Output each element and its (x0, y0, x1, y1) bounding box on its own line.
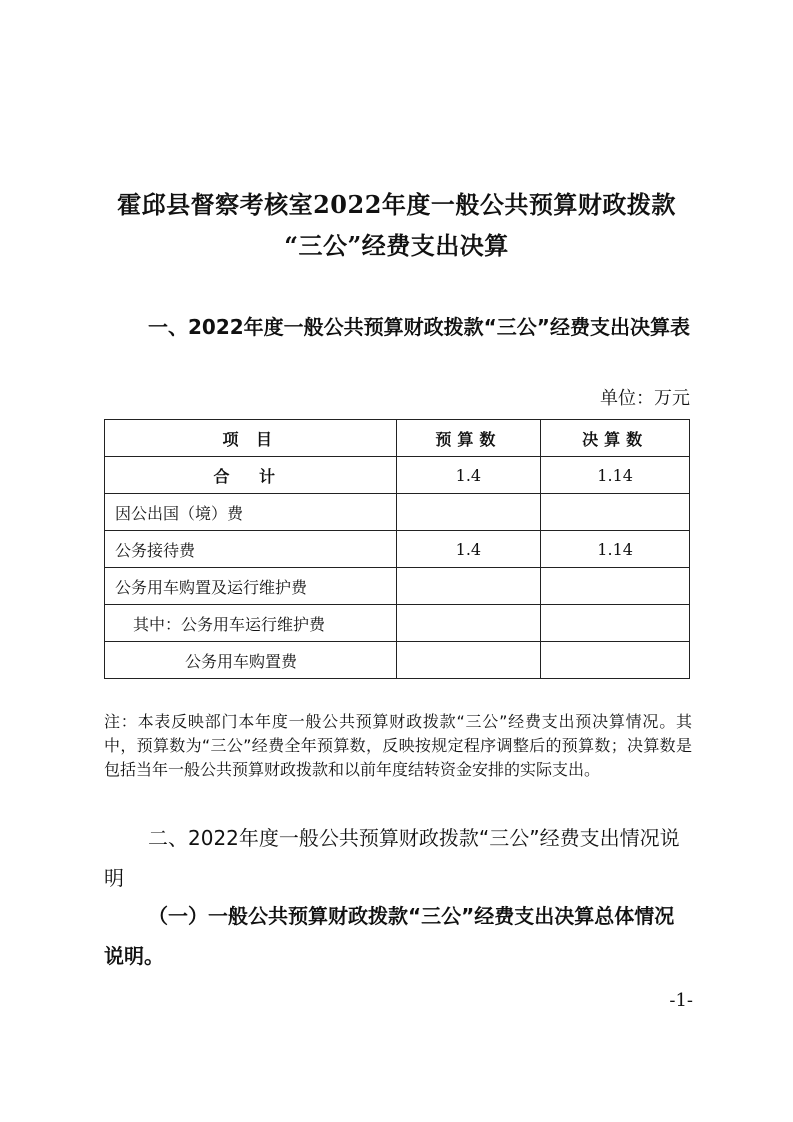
table-row-total (105, 457, 690, 494)
page-number: -1- (669, 990, 693, 1011)
document-title-line2: “三公”经费支出决算 (284, 231, 509, 260)
row-item: 公务接待费 (105, 531, 397, 568)
row-final (541, 494, 690, 531)
table-row (105, 605, 690, 642)
table-header-row (105, 420, 690, 457)
row-item: 公务用车购置及运行维护费 (105, 568, 397, 605)
row-item: 合 计 (105, 457, 397, 494)
table-row (105, 494, 690, 531)
header-budget: 预算数 (396, 420, 541, 457)
budget-table (104, 419, 690, 679)
row-final (541, 642, 690, 679)
row-budget (396, 642, 541, 679)
row-budget: 1.4 (396, 457, 541, 494)
table-note: 注：本表反映部门本年度一般公共预算财政拨款“三公”经费支出预决算情况。其中，预算数为“三公”经费全年预算数，反映按规定程序调整后的预算数；决算数是包括当年一般公共预算财政拨款和以前年度结转资金安排的实际支出。 (104, 712, 692, 779)
row-budget (396, 605, 541, 642)
row-budget (396, 494, 541, 531)
row-item: 公务用车购置费 (105, 642, 397, 679)
section1-heading: 一、2022年度一般公共预算财政拨款“三公”经费支出决算表 (148, 315, 690, 339)
row-budget (396, 568, 541, 605)
header-item: 项 目 (105, 420, 397, 457)
row-final (541, 568, 690, 605)
table-row (105, 642, 690, 679)
table-row (105, 568, 690, 605)
row-final: 1.14 (541, 457, 690, 494)
header-final: 决算数 (541, 420, 690, 457)
row-item: 因公出国（境）费 (105, 494, 397, 531)
row-final (541, 605, 690, 642)
row-final: 1.14 (541, 531, 690, 568)
unit-label: 单位：万元 (600, 388, 690, 409)
subsection1-heading: （一）一般公共预算财政拨款“三公”经费支出决算总体情况说明。 (104, 904, 675, 968)
table-row (105, 531, 690, 568)
row-budget: 1.4 (396, 531, 541, 568)
document-title-line1: 霍邱县督察考核室2022年度一般公共预算财政拨款 (117, 190, 676, 219)
row-item: 其中：公务用车运行维护费 (105, 605, 397, 642)
section2-heading: 二、2022年度一般公共预算财政拨款“三公”经费支出情况说明 (104, 826, 680, 890)
